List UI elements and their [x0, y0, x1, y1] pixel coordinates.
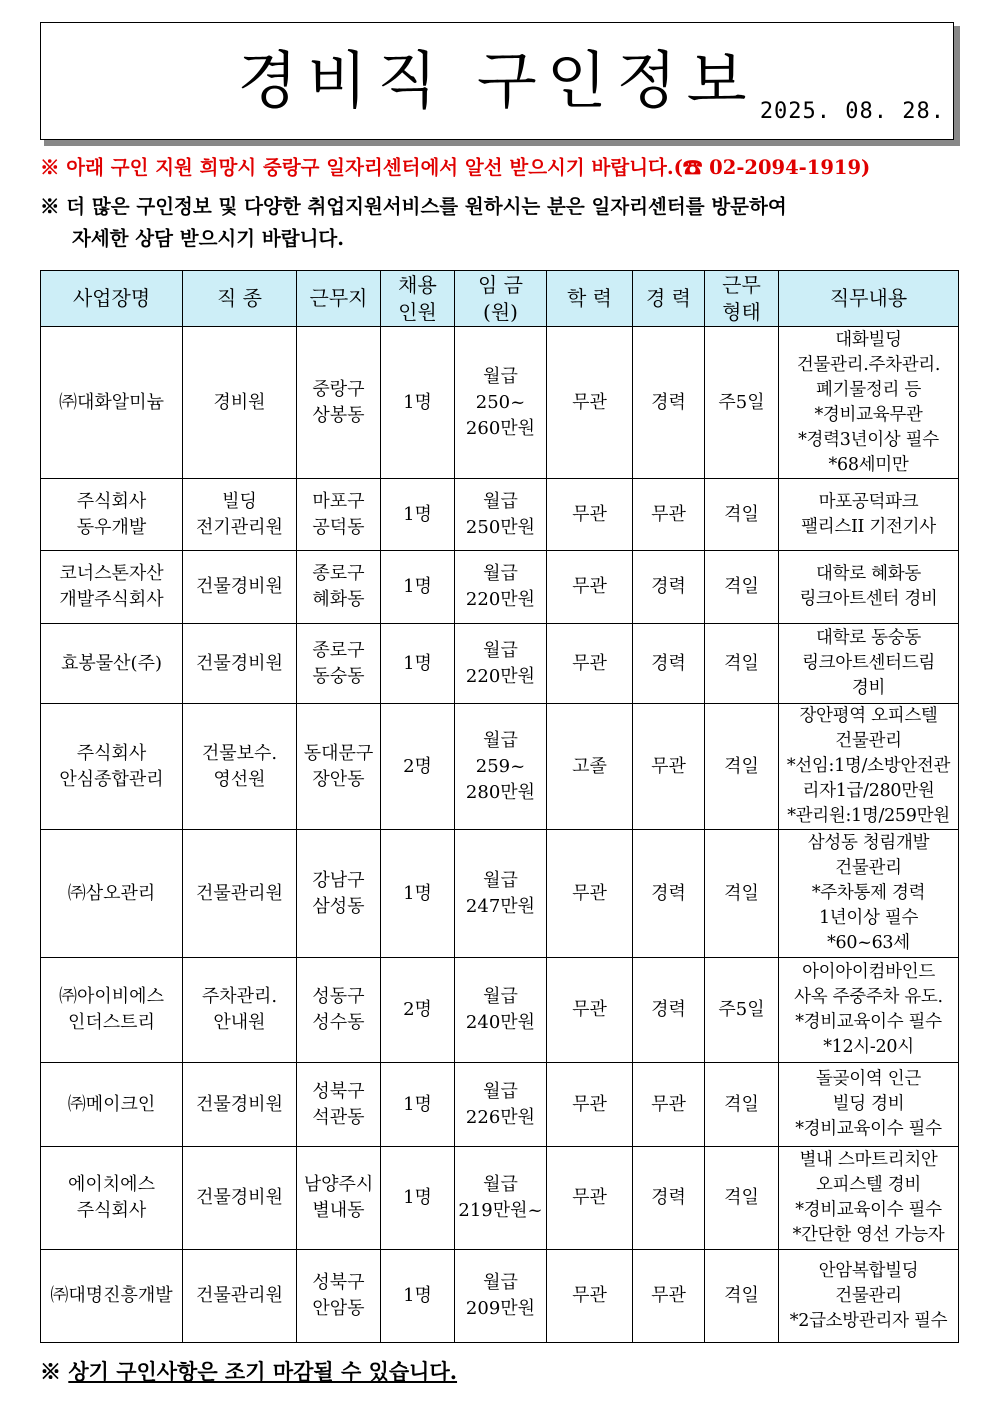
wage-cell: 월급 250만원: [455, 479, 547, 551]
shift-cell: 격일: [705, 1250, 779, 1343]
wage-cell: 월급 226만원: [455, 1063, 547, 1147]
wage-cell: 월급 259~ 280만원: [455, 704, 547, 830]
description-cell: 대학로 동숭동 링크아트센터드림 경비: [779, 624, 959, 704]
column-header: 직무내용: [779, 271, 959, 327]
description-cell: 대학로 혜화동 링크아트센터 경비: [779, 551, 959, 624]
shift-cell: 격일: [705, 830, 779, 958]
wage-cell: 월급 220만원: [455, 624, 547, 704]
description-cell: 아이아이컴바인드 사옥 주중주차 유도. *경비교육이수 필수 *12시-20시: [779, 958, 959, 1063]
location-cell: 중랑구 상봉동: [297, 327, 381, 479]
location-cell: 강남구 삼성동: [297, 830, 381, 958]
date-label: 2025. 08. 28.: [759, 99, 945, 124]
description-cell: 대화빌딩 건물관리.주차관리. 폐기물정리 등 *경비교육무관 *경력3년이상 필수 *68세미만: [779, 327, 959, 479]
table-row: [41, 327, 959, 479]
location-cell: 동대문구 장안동: [297, 704, 381, 830]
shift-cell: 격일: [705, 551, 779, 624]
career-cell: 경력: [633, 624, 705, 704]
footer-mark: ※: [40, 1359, 61, 1384]
count-cell: 1명: [381, 1147, 455, 1250]
description-cell: 삼성동 청림개발 건물관리 *주차통제 경력 1년이상 필수 *60~63세: [779, 830, 959, 958]
footer-text: 상기 구인사항은 조기 마감될 수 있습니다.: [68, 1359, 458, 1384]
location-cell: 종로구 혜화동: [297, 551, 381, 624]
count-cell: 1명: [381, 479, 455, 551]
column-header: 근무지: [297, 271, 381, 327]
company-cell: 효봉물산(주): [41, 624, 183, 704]
shift-cell: 주5일: [705, 327, 779, 479]
footer-note: [40, 1356, 457, 1386]
wage-cell: 월급 240만원: [455, 958, 547, 1063]
education-cell: 무관: [547, 624, 633, 704]
job-cell: 건물관리원: [183, 830, 297, 958]
page-title: 경비직 구인정보: [237, 44, 757, 117]
table-row: [41, 958, 959, 1063]
description-cell: 별내 스마트리치안 오피스텔 경비 *경비교육이수 필수 *간단한 영선 가능자: [779, 1147, 959, 1250]
wage-cell: 월급 209만원: [455, 1250, 547, 1343]
count-cell: 1명: [381, 830, 455, 958]
notice-visit: [40, 191, 960, 255]
education-cell: 무관: [547, 958, 633, 1063]
company-cell: 주식회사 동우개발: [41, 479, 183, 551]
title-box: [40, 22, 954, 140]
job-cell: 건물보수. 영선원: [183, 704, 297, 830]
job-cell: 건물경비원: [183, 624, 297, 704]
notice-visit-line1: ※ 더 많은 구인정보 및 다양한 취업지원서비스를 원하시는 분은 일자리센터를 방문하여: [40, 195, 787, 218]
shift-cell: 격일: [705, 1147, 779, 1250]
education-cell: 무관: [547, 479, 633, 551]
company-cell: ㈜대화알미늄: [41, 327, 183, 479]
wage-cell: 월급 219만원~: [455, 1147, 547, 1250]
table-row: [41, 830, 959, 958]
count-cell: 1명: [381, 1250, 455, 1343]
shift-cell: 격일: [705, 1063, 779, 1147]
education-cell: 무관: [547, 551, 633, 624]
table-row: [41, 1147, 959, 1250]
job-cell: 건물경비원: [183, 1147, 297, 1250]
company-cell: ㈜메이크인: [41, 1063, 183, 1147]
job-cell: 건물관리원: [183, 1250, 297, 1343]
career-cell: 경력: [633, 958, 705, 1063]
notice-contact: ※ 아래 구인 지원 희망시 중랑구 일자리센터에서 알선 받으시기 바랍니다.(☎ 02-2094-1919): [40, 156, 871, 179]
count-cell: 1명: [381, 624, 455, 704]
table-row: [41, 551, 959, 624]
table-row: [41, 1250, 959, 1343]
job-cell: 건물경비원: [183, 1063, 297, 1147]
count-cell: 1명: [381, 327, 455, 479]
education-cell: 무관: [547, 830, 633, 958]
table-row: [41, 479, 959, 551]
shift-cell: 격일: [705, 704, 779, 830]
career-cell: 경력: [633, 327, 705, 479]
column-header: 근무 형태: [705, 271, 779, 327]
description-cell: 장안평역 오피스텔 건물관리 *선임:1명/소방안전관 리자1급/280만원 *관리원:1명/259만원: [779, 704, 959, 830]
company-cell: 주식회사 안심종합관리: [41, 704, 183, 830]
location-cell: 남양주시 별내동: [297, 1147, 381, 1250]
notice-visit-line2: 자세한 상담 받으시기 바랍니다.: [72, 227, 345, 250]
column-header: 임 금 (원): [455, 271, 547, 327]
column-header: 사업장명: [41, 271, 183, 327]
wage-cell: 월급 220만원: [455, 551, 547, 624]
career-cell: 무관: [633, 479, 705, 551]
career-cell: 무관: [633, 704, 705, 830]
education-cell: 무관: [547, 1250, 633, 1343]
career-cell: 경력: [633, 830, 705, 958]
job-cell: 건물경비원: [183, 551, 297, 624]
count-cell: 1명: [381, 1063, 455, 1147]
career-cell: 무관: [633, 1250, 705, 1343]
job-cell: 빌딩 전기관리원: [183, 479, 297, 551]
location-cell: 성북구 석관동: [297, 1063, 381, 1147]
wage-cell: 월급 250~ 260만원: [455, 327, 547, 479]
shift-cell: 주5일: [705, 958, 779, 1063]
location-cell: 마포구 공덕동: [297, 479, 381, 551]
job-cell: 경비원: [183, 327, 297, 479]
career-cell: 경력: [633, 1147, 705, 1250]
job-table: [40, 270, 959, 1343]
description-cell: 안암복합빌딩 건물관리 *2급소방관리자 필수: [779, 1250, 959, 1343]
shift-cell: 격일: [705, 479, 779, 551]
company-cell: ㈜삼오관리: [41, 830, 183, 958]
description-cell: 마포공덕파크 팰리스II 기전기사: [779, 479, 959, 551]
career-cell: 경력: [633, 551, 705, 624]
education-cell: 고졸: [547, 704, 633, 830]
company-cell: 에이치에스 주식회사: [41, 1147, 183, 1250]
table-row: [41, 624, 959, 704]
column-header: 경 력: [633, 271, 705, 327]
table-row: [41, 704, 959, 830]
company-cell: ㈜아이비에스 인더스트리: [41, 958, 183, 1063]
education-cell: 무관: [547, 1063, 633, 1147]
count-cell: 2명: [381, 958, 455, 1063]
shift-cell: 격일: [705, 624, 779, 704]
education-cell: 무관: [547, 327, 633, 479]
table-row: [41, 1063, 959, 1147]
column-header: 채용 인원: [381, 271, 455, 327]
wage-cell: 월급 247만원: [455, 830, 547, 958]
column-header: 직 종: [183, 271, 297, 327]
location-cell: 성동구 성수동: [297, 958, 381, 1063]
description-cell: 돌곶이역 인근 빌딩 경비 *경비교육이수 필수: [779, 1063, 959, 1147]
location-cell: 종로구 동숭동: [297, 624, 381, 704]
job-cell: 주차관리. 안내원: [183, 958, 297, 1063]
count-cell: 1명: [381, 551, 455, 624]
career-cell: 무관: [633, 1063, 705, 1147]
company-cell: 코너스톤자산 개발주식회사: [41, 551, 183, 624]
column-header: 학 력: [547, 271, 633, 327]
table-header-row: [41, 271, 959, 327]
location-cell: 성북구 안암동: [297, 1250, 381, 1343]
company-cell: ㈜대명진흥개발: [41, 1250, 183, 1343]
education-cell: 무관: [547, 1147, 633, 1250]
table-body: [41, 327, 959, 1343]
count-cell: 2명: [381, 704, 455, 830]
